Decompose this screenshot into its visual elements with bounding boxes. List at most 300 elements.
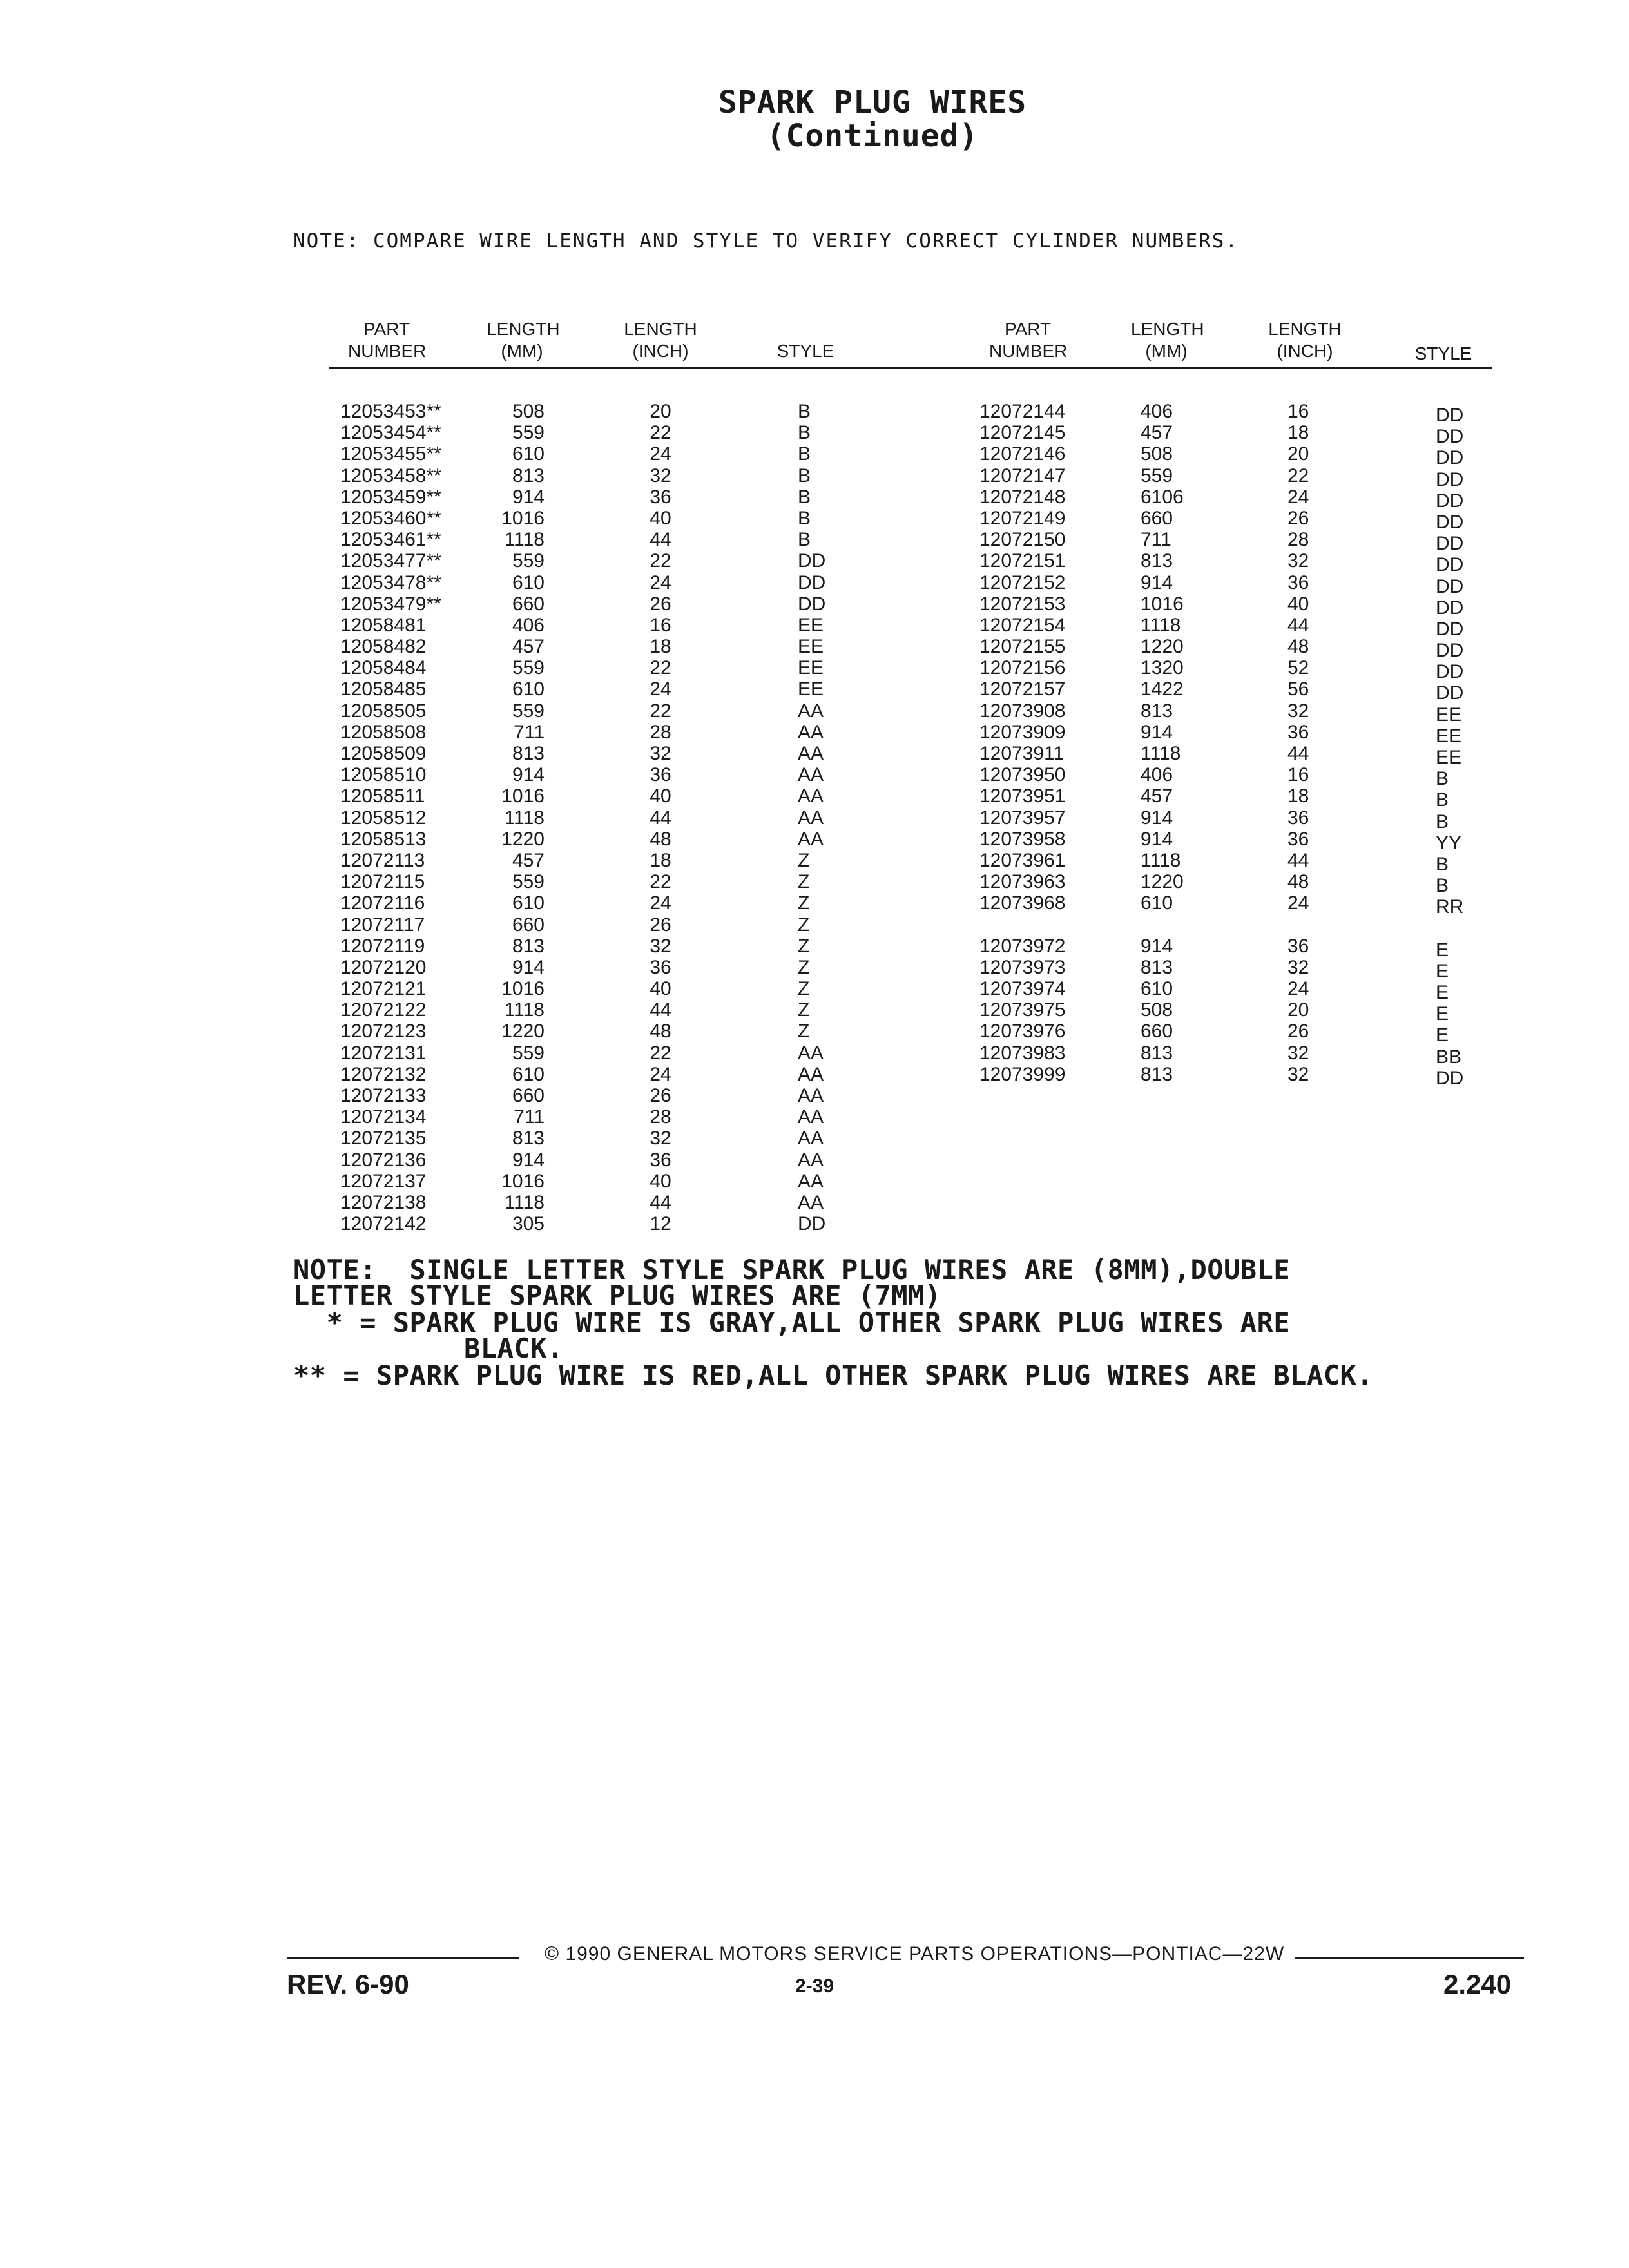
table-cell-length-mm: 1016 bbox=[501, 1170, 545, 1192]
table-cell-part-number: 12072117 bbox=[340, 914, 425, 936]
table-cell-part-number: 12053458** bbox=[340, 465, 441, 486]
table-cell-length-mm: 813 bbox=[512, 743, 545, 764]
table-cell-style: Z bbox=[798, 935, 810, 957]
footer-rule-left bbox=[287, 1957, 519, 1959]
table-cell-style: B bbox=[798, 443, 811, 465]
table-cell-part-number: 12073911 bbox=[979, 743, 1065, 764]
table-cell-length-mm: 914 bbox=[512, 1149, 545, 1171]
table-cell-style: B bbox=[798, 422, 811, 444]
table-cell-length-inch: 24 bbox=[650, 572, 671, 593]
table-cell-length-mm: 914 bbox=[1141, 828, 1173, 850]
table-cell-part-number: 12073958 bbox=[979, 828, 1066, 850]
table-cell-style: DD bbox=[1436, 682, 1464, 704]
table-cell-length-inch: 22 bbox=[650, 422, 671, 444]
table-cell-style: RR bbox=[1436, 896, 1464, 918]
table-cell-style: B bbox=[1436, 875, 1449, 897]
table-cell-length-inch: 18 bbox=[1287, 422, 1309, 444]
table-cell-length-inch: 26 bbox=[1287, 1021, 1309, 1043]
table-cell-style: AA bbox=[798, 764, 824, 786]
table-cell-length-inch: 48 bbox=[650, 828, 671, 850]
table-cell-style: DD bbox=[1436, 554, 1464, 576]
table-cell-length-inch: 48 bbox=[650, 1021, 671, 1043]
table-cell-style: DD bbox=[1436, 511, 1464, 533]
header-style-right: STYLE bbox=[1414, 343, 1472, 363]
table-cell-style: B bbox=[798, 465, 811, 486]
table-cell-length-mm: 711 bbox=[1141, 529, 1171, 551]
table-cell-length-inch bbox=[1287, 914, 1339, 936]
table-cell-style bbox=[1436, 918, 1487, 939]
table-cell-length-inch: 32 bbox=[1287, 1063, 1309, 1085]
table-cell-part-number: 12058505 bbox=[340, 700, 427, 722]
table-cell-length-inch: 12 bbox=[650, 1213, 671, 1235]
table-cell-part-number: 12072136 bbox=[340, 1149, 427, 1171]
table-cell-part-number bbox=[979, 914, 1095, 936]
header-part-number-left: PART NUMBER bbox=[348, 319, 427, 361]
table-cell-length-mm: 660 bbox=[512, 1085, 545, 1106]
table-cell-part-number: 12072123 bbox=[340, 1021, 427, 1043]
table-cell-style: AA bbox=[798, 1063, 824, 1085]
table-cell-part-number: 12058509 bbox=[340, 743, 427, 764]
table-cell-length-mm: 813 bbox=[1141, 1042, 1173, 1064]
table-cell-length-inch: 44 bbox=[650, 999, 671, 1021]
table-cell-style: DD bbox=[798, 572, 826, 593]
table-cell-style: DD bbox=[798, 593, 826, 615]
table-cell-style: B bbox=[798, 529, 811, 551]
table-cell-length-mm: 1320 bbox=[1141, 657, 1184, 679]
bottom-note-line1: NOTE: SINGLE LETTER STYLE SPARK PLUG WIRES ARE (8MM),DOUBLE bbox=[293, 1254, 1291, 1285]
table-cell-length-mm: 406 bbox=[1141, 401, 1173, 422]
table-cell-style: E bbox=[1436, 939, 1449, 961]
table-cell-length-inch: 36 bbox=[1287, 807, 1309, 829]
table-cell-part-number: 12058511 bbox=[340, 785, 425, 807]
table-cell-part-number: 12072131 bbox=[340, 1042, 427, 1064]
table-cell-part-number: 12058481 bbox=[340, 614, 427, 636]
table-cell-length-mm: 1118 bbox=[504, 999, 545, 1021]
table-cell-style: DD bbox=[1436, 426, 1464, 448]
table-cell-style: DD bbox=[798, 550, 826, 572]
page-title: SPARK PLUG WIRES bbox=[718, 84, 1027, 120]
table-cell-style: AA bbox=[798, 785, 824, 807]
table-cell-part-number: 12073974 bbox=[979, 978, 1066, 1000]
table-cell-length-mm: 559 bbox=[1141, 465, 1173, 486]
table-cell-length-inch: 26 bbox=[650, 914, 671, 936]
table-cell-style: DD bbox=[1436, 661, 1464, 683]
table-cell-length-inch: 20 bbox=[1287, 999, 1309, 1021]
table-cell-part-number: 12073961 bbox=[979, 849, 1066, 871]
table-cell-style: AA bbox=[798, 1128, 824, 1149]
table-cell-style: Z bbox=[798, 956, 810, 978]
table-cell-part-number: 12073975 bbox=[979, 999, 1066, 1021]
table-cell-style: E bbox=[1436, 1024, 1449, 1046]
table-cell-part-number: 12072155 bbox=[979, 636, 1066, 658]
table-cell-length-mm: 559 bbox=[512, 422, 545, 444]
table-cell-length-inch: 52 bbox=[1287, 657, 1309, 679]
table-cell-style: AA bbox=[798, 1170, 824, 1192]
table-cell-length-inch: 32 bbox=[1287, 1042, 1309, 1064]
table-cell-length-inch: 28 bbox=[1287, 529, 1309, 551]
table-cell-length-inch: 44 bbox=[1287, 849, 1309, 871]
table-cell-style: EE bbox=[1436, 747, 1462, 768]
table-cell-length-mm: 1016 bbox=[501, 507, 545, 529]
table-cell-style: AA bbox=[798, 743, 824, 764]
table-cell-style: B bbox=[798, 401, 811, 422]
table-cell-style: Z bbox=[798, 871, 810, 893]
table-cell-length-inch: 36 bbox=[650, 764, 671, 786]
table-cell-part-number: 12072135 bbox=[340, 1128, 427, 1149]
table-cell-length-inch: 24 bbox=[650, 892, 671, 914]
table-cell-length-mm: 1422 bbox=[1141, 678, 1184, 700]
table-cell-length-inch: 26 bbox=[1287, 507, 1309, 529]
table-cell-part-number: 12072138 bbox=[340, 1191, 427, 1213]
table-cell-part-number: 12073963 bbox=[979, 871, 1066, 893]
table-cell-length-inch: 26 bbox=[650, 593, 671, 615]
table-cell-length-inch: 32 bbox=[1287, 956, 1309, 978]
table-cell-style: E bbox=[1436, 1003, 1449, 1025]
table-cell-length-mm: 711 bbox=[514, 1106, 545, 1128]
page-subtitle: (Continued) bbox=[766, 118, 979, 154]
table-cell-part-number: 12072142 bbox=[340, 1213, 427, 1235]
table-cell-length-inch: 22 bbox=[650, 657, 671, 679]
table-cell-length-inch: 56 bbox=[1287, 678, 1309, 700]
table-cell-length-inch: 40 bbox=[1287, 593, 1309, 615]
table-cell-length-mm: 1220 bbox=[1141, 636, 1184, 658]
table-cell-length-mm: 508 bbox=[512, 401, 545, 422]
table-cell-length-mm: 508 bbox=[1141, 999, 1173, 1021]
table-cell-style: DD bbox=[1436, 575, 1464, 597]
table-cell-part-number: 12053455** bbox=[340, 443, 441, 465]
header-length-mm-right: LENGTH (MM) bbox=[1131, 319, 1204, 361]
table-cell-part-number: 12072134 bbox=[340, 1106, 427, 1128]
table-cell-part-number: 12072147 bbox=[979, 465, 1066, 486]
table-cell-length-mm: 813 bbox=[1141, 956, 1173, 978]
table-cell-part-number: 12058508 bbox=[340, 721, 427, 743]
table-cell-length-mm: 813 bbox=[512, 1128, 545, 1149]
table-cell-style: DD bbox=[1436, 447, 1464, 469]
table-cell-length-mm: 660 bbox=[512, 593, 545, 615]
table-cell-length-inch: 48 bbox=[1287, 871, 1309, 893]
table-cell-length-inch: 22 bbox=[650, 871, 671, 893]
table-cell-length-inch: 32 bbox=[1287, 550, 1309, 572]
footer-copyright: © 1990 GENERAL MOTORS SERVICE PARTS OPERATIONS—PONTIAC—22W bbox=[545, 1943, 1285, 1965]
table-cell-length-inch: 36 bbox=[1287, 721, 1309, 743]
table-cell-style: AA bbox=[798, 700, 824, 722]
table-cell-length-inch: 20 bbox=[650, 401, 671, 422]
table-cell-length-mm: 1016 bbox=[501, 978, 545, 1000]
table-cell-part-number: 12058484 bbox=[340, 657, 427, 679]
table-cell-length-mm: 559 bbox=[512, 550, 545, 572]
table-cell-length-mm: 914 bbox=[512, 956, 545, 978]
table-cell-length-mm: 305 bbox=[512, 1213, 545, 1235]
footer-section-number: 2.240 bbox=[1443, 1969, 1512, 1999]
table-cell-part-number: 12058482 bbox=[340, 636, 427, 658]
table-cell-length-mm: 559 bbox=[512, 700, 545, 722]
table-cell-style: AA bbox=[798, 807, 824, 829]
table-cell-style: EE bbox=[798, 657, 824, 679]
table-cell-length-mm: 1016 bbox=[1141, 593, 1184, 615]
table-cell-part-number: 12073950 bbox=[979, 764, 1066, 786]
table-cell-part-number: 12072148 bbox=[979, 486, 1066, 508]
table-cell-part-number: 12073909 bbox=[979, 721, 1066, 743]
table-cell-length-mm: 914 bbox=[1141, 807, 1173, 829]
table-cell-part-number: 12072153 bbox=[979, 593, 1066, 615]
table-cell-style: EE bbox=[798, 636, 824, 658]
table-cell-part-number: 12058485 bbox=[340, 678, 427, 700]
table-cell-part-number: 12053454** bbox=[340, 422, 441, 444]
table-cell-length-mm: 1118 bbox=[504, 529, 545, 551]
right-style-column bbox=[1436, 405, 1487, 1089]
table-cell-length-mm: 1118 bbox=[504, 1191, 545, 1213]
table-cell-length-inch: 36 bbox=[650, 486, 671, 508]
table-cell-style: B bbox=[798, 507, 811, 529]
table-cell-length-inch: 32 bbox=[650, 743, 671, 764]
table-cell-style: B bbox=[1436, 768, 1449, 790]
table-cell-length-mm: 610 bbox=[1141, 892, 1173, 914]
table-cell-style: DD bbox=[798, 1213, 826, 1235]
table-cell-part-number: 12072137 bbox=[340, 1170, 427, 1192]
footer-rule-right bbox=[1295, 1957, 1524, 1959]
table-cell-length-inch: 16 bbox=[650, 614, 671, 636]
table-cell-length-mm: 660 bbox=[1141, 507, 1173, 529]
bottom-note-line3: * = SPARK PLUG WIRE IS GRAY,ALL OTHER SPARK PLUG WIRES ARE bbox=[293, 1307, 1291, 1338]
left-part-column bbox=[340, 401, 476, 1235]
table-cell-length-mm: 610 bbox=[1141, 978, 1173, 1000]
table-cell-length-inch: 24 bbox=[650, 1063, 671, 1085]
table-cell-length-inch: 44 bbox=[1287, 614, 1309, 636]
table-cell-part-number: 12073972 bbox=[979, 935, 1066, 957]
table-cell-length-inch: 24 bbox=[650, 443, 671, 465]
table-cell-part-number: 12073983 bbox=[979, 1042, 1066, 1064]
table-cell-part-number: 12072154 bbox=[979, 614, 1066, 636]
table-cell-part-number: 12072156 bbox=[979, 657, 1066, 679]
header-rule bbox=[329, 367, 1492, 369]
table-cell-length-mm: 406 bbox=[1141, 764, 1173, 786]
table-cell-length-inch: 26 bbox=[650, 1085, 671, 1106]
table-cell-part-number: 12053461** bbox=[340, 529, 441, 551]
table-cell-length-inch: 40 bbox=[650, 785, 671, 807]
table-cell-length-mm: 813 bbox=[1141, 700, 1173, 722]
table-cell-length-mm: 660 bbox=[1141, 1021, 1173, 1043]
table-cell-length-inch: 24 bbox=[1287, 978, 1309, 1000]
table-cell-length-inch: 24 bbox=[1287, 486, 1309, 508]
table-cell-part-number: 12058510 bbox=[340, 764, 427, 786]
header-length-mm-left: LENGTH (MM) bbox=[487, 319, 560, 361]
table-cell-length-mm: 6106 bbox=[1141, 486, 1184, 508]
table-cell-length-mm: 1118 bbox=[1141, 849, 1181, 871]
table-cell-length-inch: 28 bbox=[650, 1106, 671, 1128]
table-cell-length-inch: 20 bbox=[1287, 443, 1309, 465]
table-cell-length-mm: 1118 bbox=[1141, 743, 1181, 764]
table-cell-part-number: 12072151 bbox=[979, 550, 1066, 572]
footer-revision: REV. 6-90 bbox=[287, 1969, 409, 1999]
table-cell-length-inch: 18 bbox=[1287, 785, 1309, 807]
table-cell-style: E bbox=[1436, 982, 1449, 1004]
table-cell-part-number: 12073976 bbox=[979, 1021, 1066, 1043]
table-cell-length-mm: 457 bbox=[1141, 785, 1173, 807]
table-cell-style: DD bbox=[1436, 490, 1464, 512]
table-cell-style: AA bbox=[798, 1149, 824, 1171]
table-cell-length-mm: 559 bbox=[512, 1042, 545, 1064]
table-cell-length-mm: 813 bbox=[1141, 1063, 1173, 1085]
table-cell-length-mm: 1220 bbox=[501, 1021, 545, 1043]
left-inch-column bbox=[635, 401, 686, 1235]
table-cell-part-number: 12072120 bbox=[340, 956, 427, 978]
table-cell-length-inch: 18 bbox=[650, 849, 671, 871]
table-cell-style: B bbox=[1436, 789, 1449, 811]
table-cell-style: Z bbox=[798, 1021, 810, 1043]
table-cell-length-mm: 457 bbox=[512, 849, 545, 871]
table-cell-style: DD bbox=[1436, 618, 1464, 640]
table-cell-length-inch: 24 bbox=[1287, 892, 1309, 914]
table-cell-part-number: 12072149 bbox=[979, 507, 1066, 529]
table-cell-length-inch: 36 bbox=[1287, 935, 1309, 957]
table-cell-length-mm: 1016 bbox=[501, 785, 545, 807]
table-cell-length-mm: 559 bbox=[512, 657, 545, 679]
table-cell-length-inch: 40 bbox=[650, 1170, 671, 1192]
table-cell-style: DD bbox=[1436, 533, 1464, 555]
table-cell-style: DD bbox=[1436, 405, 1464, 426]
table-cell-length-inch: 24 bbox=[650, 678, 671, 700]
table-cell-length-inch: 16 bbox=[1287, 764, 1309, 786]
left-style-column bbox=[798, 401, 849, 1235]
table-cell-length-mm: 610 bbox=[512, 572, 545, 593]
table-cell-part-number: 12072121 bbox=[340, 978, 427, 1000]
table-cell-part-number: 12053477** bbox=[340, 550, 441, 572]
table-cell-part-number: 12053479** bbox=[340, 593, 441, 615]
table-cell-style: EE bbox=[798, 614, 824, 636]
table-cell-length-inch: 18 bbox=[650, 636, 671, 658]
table-cell-style: AA bbox=[798, 828, 824, 850]
table-cell-part-number: 12072144 bbox=[979, 401, 1066, 422]
table-cell-style: Z bbox=[798, 849, 810, 871]
table-cell-length-mm: 813 bbox=[512, 465, 545, 486]
table-cell-part-number: 12058513 bbox=[340, 828, 427, 850]
table-cell-part-number: 12073908 bbox=[979, 700, 1066, 722]
table-cell-style: Z bbox=[798, 999, 810, 1021]
table-cell-part-number: 12073973 bbox=[979, 956, 1066, 978]
header-part-number-right: PART NUMBER bbox=[989, 319, 1068, 361]
header-length-inch-left: LENGTH (INCH) bbox=[624, 319, 697, 361]
table-cell-part-number: 12072145 bbox=[979, 422, 1066, 444]
bottom-note-line2: LETTER STYLE SPARK PLUG WIRES ARE (7MM) bbox=[293, 1280, 941, 1311]
table-cell-length-inch: 36 bbox=[1287, 828, 1309, 850]
table-cell-length-mm: 914 bbox=[512, 764, 545, 786]
table-cell-part-number: 12073999 bbox=[979, 1063, 1066, 1085]
table-cell-part-number: 12072113 bbox=[340, 849, 425, 871]
header-style-left: STYLE bbox=[776, 341, 834, 361]
table-cell-length-inch: 32 bbox=[650, 465, 671, 486]
table-cell-length-mm: 914 bbox=[1141, 572, 1173, 593]
table-cell-part-number: 12073957 bbox=[979, 807, 1066, 829]
table-cell-part-number: 12072115 bbox=[340, 871, 425, 893]
table-cell-length-inch: 32 bbox=[650, 935, 671, 957]
table-cell-part-number: 12072133 bbox=[340, 1085, 427, 1106]
table-cell-style: Z bbox=[798, 978, 810, 1000]
table-cell-style: AA bbox=[798, 1085, 824, 1106]
table-cell-length-mm: 610 bbox=[512, 443, 545, 465]
table-cell-length-mm: 914 bbox=[1141, 935, 1173, 957]
table-cell-length-mm: 610 bbox=[512, 892, 545, 914]
table-cell-length-mm: 914 bbox=[1141, 721, 1173, 743]
left-mm-column bbox=[483, 401, 545, 1235]
top-note: NOTE: COMPARE WIRE LENGTH AND STYLE TO VERIFY CORRECT CYLINDER NUMBERS. bbox=[293, 229, 1239, 253]
table-cell-style: AA bbox=[798, 721, 824, 743]
table-cell-part-number: 12053460** bbox=[340, 507, 441, 529]
table-cell-length-inch: 28 bbox=[650, 721, 671, 743]
table-cell-style: Z bbox=[798, 914, 810, 936]
table-cell-length-inch: 36 bbox=[650, 956, 671, 978]
table-cell-length-inch: 36 bbox=[1287, 572, 1309, 593]
table-cell-length-mm bbox=[1141, 914, 1205, 936]
table-cell-part-number: 12053453** bbox=[340, 401, 441, 422]
table-cell-length-inch: 44 bbox=[1287, 743, 1309, 764]
table-cell-style: EE bbox=[1436, 704, 1462, 726]
table-cell-style: B bbox=[1436, 853, 1449, 875]
bottom-note-line4: BLACK. bbox=[464, 1332, 564, 1364]
table-cell-style: EE bbox=[798, 678, 824, 700]
table-cell-style: B bbox=[1436, 811, 1449, 832]
table-cell-length-inch: 22 bbox=[650, 1042, 671, 1064]
table-cell-part-number: 12072157 bbox=[979, 678, 1066, 700]
table-cell-style: BB bbox=[1436, 1046, 1462, 1068]
table-cell-length-inch: 44 bbox=[650, 807, 671, 829]
table-cell-part-number: 12073968 bbox=[979, 892, 1066, 914]
table-cell-length-inch: 44 bbox=[650, 1191, 671, 1213]
table-cell-length-mm: 610 bbox=[512, 678, 545, 700]
table-cell-length-inch: 40 bbox=[650, 978, 671, 1000]
table-cell-length-mm: 610 bbox=[512, 1063, 545, 1085]
table-cell-style: E bbox=[1436, 960, 1449, 982]
table-cell-part-number: 12072116 bbox=[340, 892, 425, 914]
table-cell-style: AA bbox=[798, 1042, 824, 1064]
table-cell-part-number: 12072119 bbox=[340, 935, 425, 957]
table-cell-style: DD bbox=[1436, 1067, 1464, 1089]
table-cell-style: DD bbox=[1436, 640, 1464, 662]
table-cell-length-mm: 1220 bbox=[1141, 871, 1184, 893]
table-cell-length-mm: 711 bbox=[514, 721, 545, 743]
table-cell-part-number: 12072146 bbox=[979, 443, 1066, 465]
table-cell-length-mm: 508 bbox=[1141, 443, 1173, 465]
table-cell-style: B bbox=[798, 486, 811, 508]
table-cell-length-inch: 16 bbox=[1287, 401, 1309, 422]
table-cell-length-mm: 1118 bbox=[1141, 614, 1181, 636]
table-cell-part-number: 12058512 bbox=[340, 807, 427, 829]
table-cell-length-inch: 44 bbox=[650, 529, 671, 551]
table-cell-length-mm: 406 bbox=[512, 614, 545, 636]
table-cell-length-inch: 36 bbox=[650, 1149, 671, 1171]
bottom-note-line5: ** = SPARK PLUG WIRE IS RED,ALL OTHER SPARK PLUG WIRES ARE BLACK. bbox=[293, 1360, 1374, 1391]
table-cell-style: AA bbox=[798, 1191, 824, 1213]
table-cell-length-mm: 559 bbox=[512, 871, 545, 893]
right-part-column bbox=[979, 401, 1095, 1085]
table-cell-part-number: 12053478** bbox=[340, 572, 441, 593]
header-length-inch-right: LENGTH (INCH) bbox=[1268, 319, 1342, 361]
table-cell-part-number: 12072152 bbox=[979, 572, 1066, 593]
table-cell-length-inch: 22 bbox=[650, 550, 671, 572]
table-cell-part-number: 12072122 bbox=[340, 999, 427, 1021]
table-cell-length-mm: 1118 bbox=[504, 807, 545, 829]
table-cell-length-inch: 40 bbox=[650, 507, 671, 529]
table-cell-style: DD bbox=[1436, 468, 1464, 490]
table-cell-part-number: 12073951 bbox=[979, 785, 1066, 807]
table-cell-style: DD bbox=[1436, 597, 1464, 619]
table-cell-style: EE bbox=[1436, 725, 1462, 747]
table-cell-length-inch: 22 bbox=[1287, 465, 1309, 486]
right-mm-column bbox=[1141, 401, 1205, 1085]
right-inch-column bbox=[1287, 401, 1339, 1085]
table-cell-length-mm: 457 bbox=[1141, 422, 1173, 444]
table-cell-length-mm: 457 bbox=[512, 636, 545, 658]
footer-page-number: 2-39 bbox=[795, 1975, 834, 1997]
